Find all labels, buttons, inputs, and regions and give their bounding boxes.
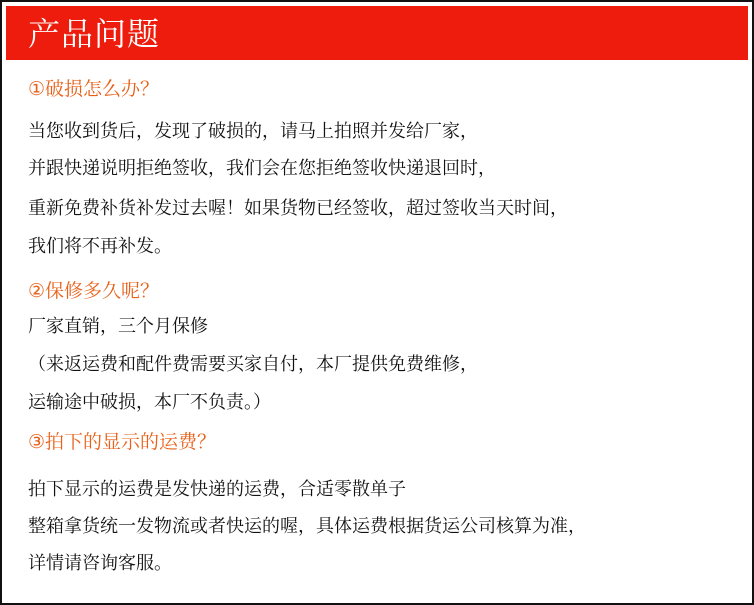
question-damage: ①破损怎么办？	[28, 78, 160, 100]
question-warranty: ②保修多久呢？	[28, 280, 160, 302]
answer-line: 运输途中破损，本厂不负责。）	[28, 392, 271, 413]
answer-line: 拍下显示的运费是发快递的运费，合适零散单子	[28, 479, 406, 500]
answer-line: 当您收到货后，发现了破损的，请马上拍照并发给厂家，	[28, 121, 478, 142]
question-shipping: ③拍下的显示的运费？	[28, 431, 217, 453]
answer-line: 我们将不再补发。	[28, 236, 172, 257]
header-bar	[6, 6, 748, 60]
page-title: 产品问题	[28, 15, 161, 53]
answer-line: （来返运费和配件费需要买家自付，本厂提供免费维修，	[28, 354, 478, 375]
answer-line: 厂家直销，三个月保修	[28, 316, 208, 337]
answer-line: 并跟快递说明拒绝签收，我们会在您拒绝签收快递退回时，	[28, 158, 496, 179]
answer-line: 重新免费补货补发过去喔！如果货物已经签收，超过签收当天时间，	[28, 198, 568, 219]
answer-line: 整箱拿货统一发物流或者快运的喔，具体运费根据货运公司核算为准，	[28, 516, 586, 537]
answer-line: 详情请咨询客服。	[28, 553, 172, 574]
